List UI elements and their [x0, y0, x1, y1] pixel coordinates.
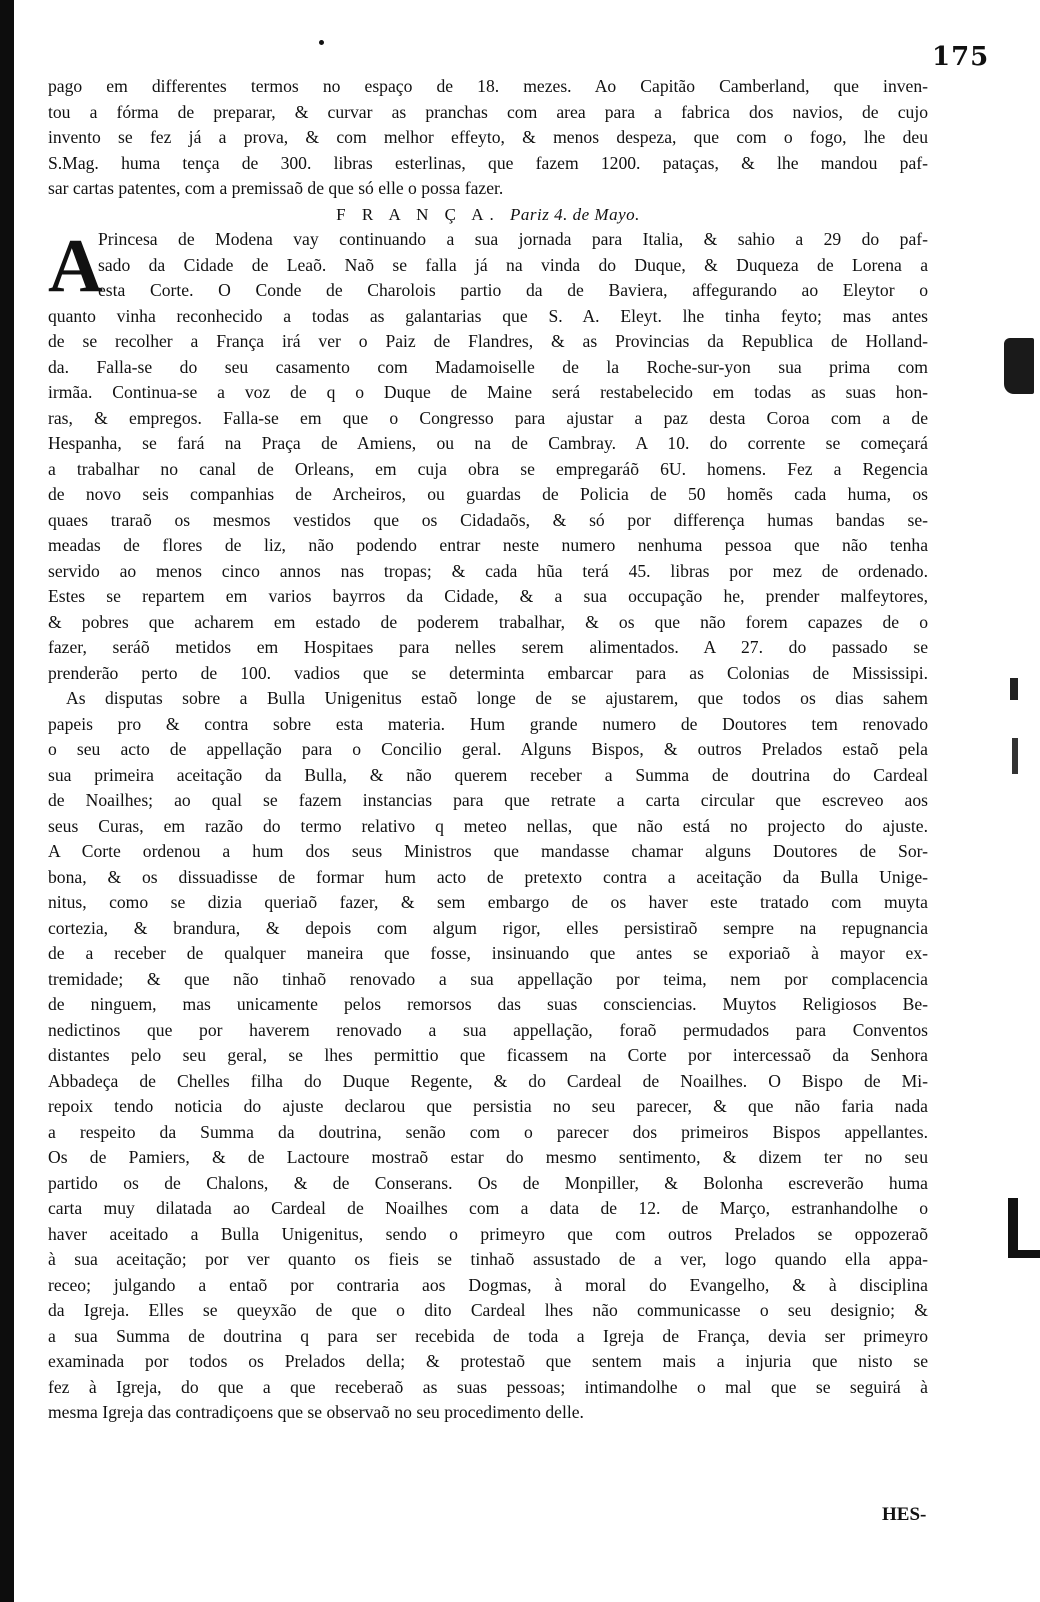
text-line: A Corte ordenou a hum dos seus Ministros que mandasse chamar alguns Doutores de Sor-	[48, 841, 928, 861]
heading-place: F R A N Ç A.	[336, 204, 500, 224]
text-line: à sua aceitação; por ver quanto os fieis se tinhaõ assustado de a ver, logo quando ella appa-	[48, 1249, 928, 1269]
text-line: seus Curas, em razão do termo relativo q meteo nellas, que não está no projecto do ajuste.	[48, 815, 928, 836]
text-line: quanto vinha reconhecido a todas as galantarias que S. A. Eleyt. lhe tinha feyto; mas antes	[48, 305, 928, 326]
article-text	[48, 74, 928, 1426]
text-line: carta muy dilatada ao Cardeal de Noailhes com a data de 12. de Março, estranhandolhe o	[48, 1198, 928, 1218]
text-line: sua primeira aceitação da Bulla, & não querem receber a Summa de doutrina do Cardeal	[48, 764, 928, 785]
text-line: ras, & empregos. Falla-se em que o Congresso para ajustar a paz desta Coroa com a de	[48, 407, 928, 428]
text-line: haver aceitado a Bulla Unigenitus, sendo o primeyro que com outros Prelados se oppozeraõ	[48, 1223, 928, 1244]
france-paragraph-body	[48, 304, 928, 687]
text-line: da. Falla-se do seu casamento com Madamoiselle de la Roche-sur-yon sua prima com	[48, 356, 928, 377]
text-line: de se recolher a França irá ver o Paiz de Flandres, & as Provincias da Republica de Holland-	[48, 331, 928, 351]
text-line: servido ao menos cinco annos nas tropas; & cada hũa terá 45. libras por mez de ordenado.	[48, 560, 928, 581]
text-line: esta Corte. O Conde de Charolois partio da de Baviera, affegurando ao Eleytor o	[98, 280, 928, 300]
catchword: HES-	[882, 1504, 927, 1525]
text-line: mesma Igreja das contradiçoens que se observaõ no seu procedimento delle.	[48, 1402, 584, 1422]
adjacent-page-fragment	[1004, 338, 1040, 1258]
text-line: & pobres que acharem em estado de poderem trabalhar, & os que não forem capazes de o	[48, 611, 928, 632]
text-line: S.Mag. huma tença de 300. libras esterlinas, que fazem 1200. pataças, & lhe mandou paf-	[48, 152, 928, 173]
text-line: de a receber de qualquer maneira que fosse, insinuando que antes se exporiaõ à mayor ex-	[48, 943, 928, 963]
adjacent-page-ink-mark	[1010, 678, 1018, 700]
text-line: prenderão perto de 100. vadios que se determinta embarcar para as Colonias de Mississipi.	[48, 662, 928, 683]
text-line: sar cartas patentes, com a premissaõ de que só elle o possa fazer.	[48, 178, 504, 198]
text-line: Estes se repartem em varios bayrros da Cidade, & a sua occupação he, prender malfeytores,	[48, 586, 928, 606]
drop-cap: A	[48, 224, 103, 308]
adjacent-page-ink-mark	[1012, 738, 1018, 774]
text-line: partido os de Chalons, & de Conserans. Os de Monpiller, & Bolonha escreverão huma	[48, 1172, 928, 1193]
text-line: irmãa. Continua-se a voz de q o Duque de Maine será restabelecido em todas as suas hon-	[48, 382, 928, 402]
text-line: receo; julgando a entaõ por contraria aos Dogmas, à moral do Evangelho, & à disciplina	[48, 1274, 928, 1295]
text-line: repoix tendo noticia do ajuste declarou que persistia no seu parecer, & que não faria nada	[48, 1096, 928, 1116]
text-line: meadas de flores de liz, não podendo entrar neste numero nenhuma pessoa que não tenha	[48, 535, 928, 555]
scan-left-border	[0, 0, 14, 1602]
text-line: o seu acto de appellação para o Concilio geral. Alguns Bispos, & outros Prelados estaõ pela	[48, 739, 928, 759]
text-line: fazer, seráõ metidos em Hospitaes para nelles serem alimentados. A 27. do passado se	[48, 637, 928, 657]
text-line: Hespanha, se fará na Praça de Amiens, ou na de Cambray. A 10. do corrente se começará	[48, 433, 928, 453]
heading-dateline: Pariz 4. de Mayo.	[510, 204, 640, 224]
text-line: nitus, como se dizia queriaõ fazer, & sem embargo de os haver este tratado com muyta	[48, 892, 928, 912]
text-line: cortezia, & brandura, & depois com algum rigor, elles persistiraõ sempre na repugnancia	[48, 917, 928, 938]
text-line: tremidade; & que não tinhaõ renovado a sua appellação por teima, nem por complacencia	[48, 968, 928, 989]
text-line: de novo seis companhias de Archeiros, ou guardas de Policia de 50 homẽs cada huma, os	[48, 484, 928, 504]
text-line: bona, & os dissuadisse de formar hum acto de pretexto contra a aceitação da Bulla Unige-	[48, 866, 928, 887]
adjacent-page-ink-mark	[1008, 1198, 1018, 1258]
text-line: Princesa de Modena vay continuando a sua jornada para Italia, & sahio a 29 do paf-	[98, 229, 928, 249]
england-paragraph-end	[48, 74, 928, 202]
text-line: pago em differentes termos no espaço de 18. mezes. Ao Capitão Camberland, que inven-	[48, 76, 928, 96]
text-line: As disputas sobre a Bulla Unigenitus estaõ longe de se ajustarem, que todos os dias sahem	[66, 688, 928, 708]
text-line: de ninguem, mas unicamente pelos remorsos das suas consciencias. Muytos Religiosos Be-	[48, 994, 928, 1014]
france-paragraph-opening	[48, 224, 928, 308]
adjacent-page-ink-mark	[1004, 338, 1034, 394]
text-line: invento se fez já a prova, & com melhor effeyto, & menos despeza, que com o fogo, lhe deu	[48, 127, 928, 147]
text-line: distantes pelo seu geral, se lhes permittio que ficassem na Corte por intercessaõ da Senhora	[48, 1045, 928, 1065]
page-number: 175	[932, 42, 990, 72]
text-line: nedictinos que por haverem renovado a sua appellação, foraõ permudados para Conventos	[48, 1019, 928, 1040]
text-line: papeis pro & contra sobre esta materia. Hum grande numero de Doutores tem renovado	[48, 713, 928, 734]
adjacent-page-ink-mark	[1008, 1250, 1040, 1258]
text-line: Abbadeça de Chelles filha do Duque Regente, & do Cardeal de Noailhes. O Bispo de Mi-	[48, 1070, 928, 1091]
text-line: tou a fórma de preparar, & curvar as pranchas com area para a fabrica dos navios, de cujo	[48, 101, 928, 122]
text-line: a sua Summa de doutrina q para ser recebida de toda a Igreja de França, devia ser primeyro	[48, 1325, 928, 1346]
text-line: a trabalhar no canal de Orleans, em cuja obra se empregaráõ 6U. homens. Fez a Regencia	[48, 458, 928, 479]
text-line: Os de Pamiers, & de Lactoure mostraõ estar do mesmo sentimento, & dizem ter no seu	[48, 1147, 928, 1167]
text-line: a respeito da Summa da doutrina, senão com o parecer dos primeiros Bispos appellantes.	[48, 1121, 928, 1142]
text-line: da Igreja. Elles se queyxão de que o dito Cardeal lhes não communicasse o seu designio; &	[48, 1300, 928, 1320]
text-line: examinada por todos os Prelados della; & protestaõ que sentem mais a injuria que nisto se	[48, 1351, 928, 1371]
text-line: de Noailhes; ao qual se fazem instancias para que retrate a carta circular que escreveo aos	[48, 790, 928, 810]
text-line: sado da Cidade de Leaõ. Naõ se falla já na vinda do Duque, & Duqueza de Lorena a	[98, 254, 928, 275]
ink-dot	[319, 40, 324, 45]
text-line: fez à Igreja, do que a que receberaõ as suas pessoas; intimandolhe o mal que se seguirá à	[48, 1376, 928, 1397]
text-line: quaes traraõ os mesmos vestidos que os Cidadaõs, & só por differença humas bandas se-	[48, 509, 928, 530]
bulla-paragraph	[48, 686, 928, 1426]
section-heading	[48, 202, 928, 228]
